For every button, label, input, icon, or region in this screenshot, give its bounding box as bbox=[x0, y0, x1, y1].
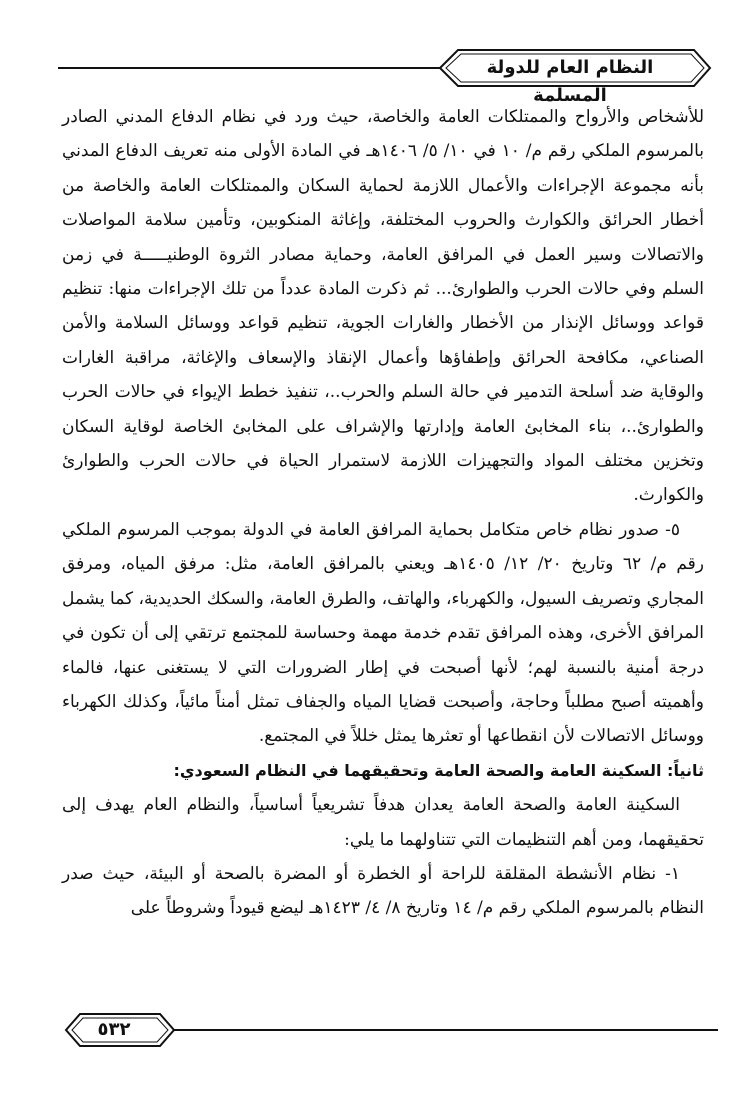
page-body bbox=[62, 100, 704, 926]
section-heading: ثانياً: السكينة العامة والصحة العامة وتحقيقهما في النظام السعودي: bbox=[173, 760, 704, 780]
page-footer bbox=[58, 1012, 718, 1048]
page-number: ٥٣٢ bbox=[97, 1019, 131, 1040]
footer-frame bbox=[58, 1012, 718, 1048]
header-title: النظام العام للدولة المسلمة bbox=[486, 57, 654, 106]
paragraph: ٥- صدور نظام خاص متكامل بحماية المرافق العامة في الدولة بموجب المرسوم الملكي رقم م/ ٦٢ وتاريخ ٢٠/ ١٢/ ١٤٠٥هـ ويعني بالمرافق العامة، مثل: مرفق المياه، ومرفق المجاري وتصريف السيول، والكهرباء، والهاتف، والطرق العامة، والسكك الحديدية، كما يشمل المرافق الأخرى، وهذه المرافق تقدم خدمة مهمة وحساسة للمجتمع ترتقي إلى أن تكون في درجة أمنية بالنسبة لهم؛ لأنها أصبحت في إطار الضرورات التي لا يستغنى عنها، فالماء وأهميته أصبح مطلباً وحاجة، وأصبحت قضايا المياه والجفاف تمثل أمناً مائياً، وكذلك الكهرباء ووسائل الاتصالات لأن انقطاعها أو تعثرها يمثل خللاً في المجتمع. bbox=[62, 519, 705, 747]
running-header bbox=[58, 46, 718, 106]
paragraph: ١- نظام الأنشطة المقلقة للراحة أو الخطرة أو المضرة بالصحة أو البيئة، حيث صدر النظام بالمرسوم الملكي رقم م/ ١٤ وتاريخ ٨/ ٤/ ١٤٢٣هـ ليضع قيوداً وشروطاً على bbox=[62, 863, 704, 919]
paragraph: للأشخاص والأرواح والممتلكات العامة والخاصة، حيث ورد في نظام الدفاع المدني الصادر بالمرسوم الملكي رقم م/ ١٠ في ١٠/ ٥/ ١٤٠٦هـ في المادة الأولى منه تعريف الدفاع المدني بأنه مجموعة الإجراءات والأعمال اللازمة لحماية السكان والممتلكات العامة والخاصة من أخطار الحرائق والكوارث والحروب المختلفة، وإغاثة المنكوبين، وتأمين سلامة المواصلات والاتصالات وسير العمل في المرافق العامة، وحماية مصادر الثروة الوطنيـــــة في زمن السلم وفي حالات الحرب والطوارئ... ثم ذكرت المادة عدداً من تلك الإجراءات منها: تنظيم قواعد ووسائل الإنذار من الأخطار والغارات الجوية، تنظيم قواعد ووسائل السلامة والأمن الصناعي، مكافحة الحرائق وإطفاؤها وأعمال الإنقاذ والإسعاف والإغاثة، مراقبة الغارات والوقاية ضد أسلحة التدمير في حالة السلم والحرب..، تنفيذ خطط الإيواء في حالات الحرب والطوارئ..، بناء المخابئ العامة وإدارتها والإشراف على المخابئ الخاصة لوقاية السكان وتخزين مختلف المواد والتجهيزات اللازمة لاستمرار الحياة في حالات الحرب والطوارئ والكوارث. bbox=[62, 107, 704, 506]
paragraph: السكينة العامة والصحة العامة يعدان هدفاً تشريعياً أساسياً، والنظام العام يهدف إلى تحقيقهما، ومن أهم التنظيمات التي تتناولهما ما يلي: bbox=[62, 795, 704, 850]
